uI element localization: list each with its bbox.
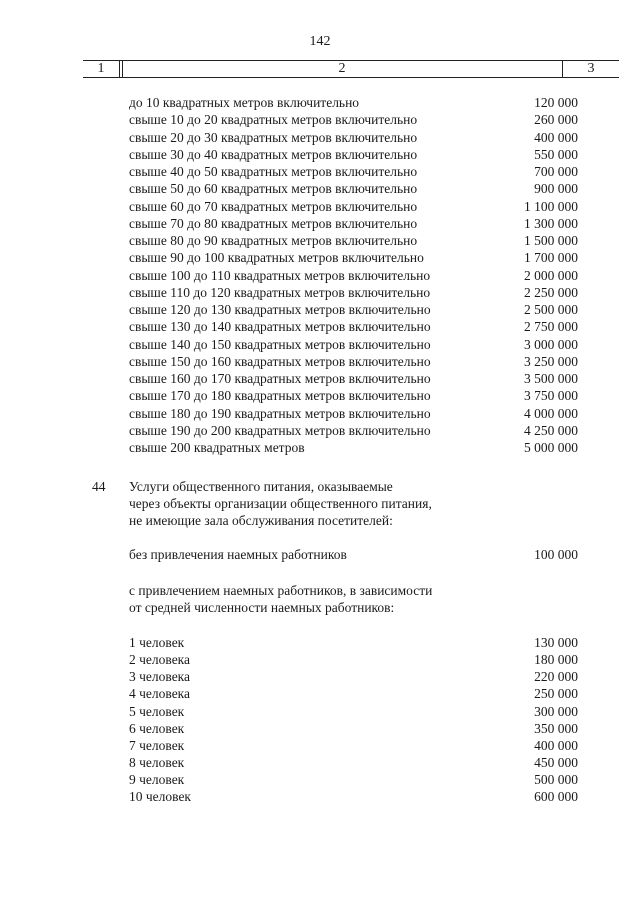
row-value: 3 250 000 (524, 353, 578, 369)
row-value: 350 000 (534, 720, 578, 736)
page-number: 142 (309, 34, 331, 49)
rate-row (0, 284, 640, 301)
row-value: 3 750 000 (524, 388, 578, 404)
row-label: свыше 30 до 40 квадратных метров включительно (129, 146, 418, 162)
row-value: 500 000 (534, 772, 578, 788)
header-col-2: 2 (338, 61, 346, 76)
item-44-title-line: 44 Услуги общественного питания, оказываемые (92, 479, 393, 494)
row-label: 6 человек (129, 720, 185, 736)
rate-row (0, 634, 640, 651)
rate-row (0, 198, 640, 215)
rate-row (0, 754, 640, 771)
rate-row (0, 771, 640, 788)
rate-row (0, 439, 640, 456)
rate-row (0, 94, 640, 111)
rate-row (0, 788, 640, 805)
row-label: свыше 130 до 140 квадратных метров включительно (129, 319, 431, 335)
row-value: 250 000 (534, 686, 578, 702)
row-label: 3 человека (129, 669, 191, 685)
item-number: 44 (92, 479, 106, 494)
row-value: 4 000 000 (524, 405, 578, 421)
row-value: 2 500 000 (524, 302, 578, 317)
rate-row (0, 163, 640, 180)
rate-row (0, 387, 640, 404)
rate-row (0, 737, 640, 754)
rate-row (0, 146, 640, 163)
row-label: свыше 180 до 190 квадратных метров включительно (129, 405, 431, 421)
row-label: 4 человека (129, 686, 191, 702)
table-header-row (83, 60, 619, 78)
row-value: 300 000 (534, 703, 578, 719)
rate-row (0, 232, 640, 249)
row-label: свыше 90 до 100 квадратных метров включительно (129, 250, 424, 266)
row-value: 1 100 000 (524, 198, 578, 214)
rate-row (0, 111, 640, 128)
row-label: 7 человек (129, 737, 185, 753)
rate-row (0, 318, 640, 335)
rate-row (0, 129, 640, 146)
rate-row (0, 301, 640, 318)
with-hired-line: от средней численности наемных работников: (129, 600, 395, 615)
row-value: 1 500 000 (524, 233, 578, 248)
row-value: 700 000 (534, 164, 578, 179)
row-value: 2 250 000 (524, 284, 578, 300)
row-label: свыше 70 до 80 квадратных метров включительно (129, 215, 418, 231)
row-value: 450 000 (534, 755, 578, 771)
rate-row (0, 703, 640, 720)
rate-row (0, 668, 640, 685)
row-value: 1 700 000 (524, 250, 578, 266)
header-col-1: 1 (97, 61, 105, 76)
item-44-title-line: не имеющие зала обслуживания посетителей: (129, 513, 393, 528)
rate-row (0, 215, 640, 232)
row-value: 3 000 000 (524, 336, 578, 352)
row-label: свыше 170 до 180 квадратных метров включительно (129, 388, 431, 404)
row-value: 1 300 000 (524, 215, 578, 231)
row-value: 600 000 (534, 789, 578, 805)
row-value: 260 000 (534, 112, 578, 128)
row-label: свыше 50 до 60 квадратных метров включительно (129, 181, 418, 197)
row-value: 120 000 (534, 95, 578, 110)
row-label: свыше 110 до 120 квадратных метров включительно (129, 284, 431, 300)
row-label: свыше 200 квадратных метров (129, 440, 305, 455)
row-value: 180 000 (534, 652, 578, 668)
row-label: свыше 120 до 130 квадратных метров включительно (129, 302, 431, 317)
header-col-3: 3 (587, 61, 595, 76)
header-divider (119, 61, 120, 77)
row-label: свыше 190 до 200 квадратных метров включительно (129, 422, 431, 438)
row-label: 10 человек (129, 789, 191, 805)
row-label: свыше 80 до 90 квадратных метров включительно (129, 233, 418, 248)
row-value: 100 000 (534, 547, 578, 562)
rate-row (0, 353, 640, 370)
without-hired-row (0, 546, 640, 563)
row-value: 5 000 000 (524, 440, 578, 455)
row-label: 8 человек (129, 755, 185, 771)
rate-row (0, 720, 640, 737)
row-label: 9 человек (129, 772, 185, 788)
rate-row (0, 180, 640, 197)
row-label: свыше 10 до 20 квадратных метров включительно (129, 112, 418, 128)
with-hired-line: с привлечением наемных работников, в зависимости (129, 583, 433, 598)
row-value: 400 000 (534, 129, 578, 145)
row-value: 900 000 (534, 181, 578, 197)
rate-row (0, 336, 640, 353)
rate-row (0, 422, 640, 439)
row-value: 2 750 000 (524, 319, 578, 335)
row-label: свыше 20 до 30 квадратных метров включительно (129, 129, 418, 145)
row-value: 3 500 000 (524, 371, 578, 386)
row-value: 220 000 (534, 669, 578, 685)
row-label: свыше 140 до 150 квадратных метров включительно (129, 336, 431, 352)
rate-row (0, 370, 640, 387)
row-label: свыше 160 до 170 квадратных метров включительно (129, 371, 431, 386)
row-label: свыше 60 до 70 квадратных метров включительно (129, 198, 418, 214)
rate-row (0, 651, 640, 668)
rate-row (0, 249, 640, 266)
row-value: 4 250 000 (524, 422, 578, 438)
rate-row (0, 685, 640, 702)
row-label: до 10 квадратных метров включительно (129, 95, 360, 110)
rate-row (0, 267, 640, 284)
row-value: 550 000 (534, 146, 578, 162)
item-44-title-line: через объекты организации общественного питания, (129, 496, 432, 511)
row-value: 400 000 (534, 737, 578, 753)
row-label: свыше 150 до 160 квадратных метров включительно (129, 353, 431, 369)
row-label: 1 человек (129, 635, 185, 650)
row-label: свыше 100 до 110 квадратных метров включительно (129, 267, 431, 283)
row-value: 2 000 000 (524, 267, 578, 283)
row-label: 5 человек (129, 703, 185, 719)
row-value: 130 000 (534, 635, 578, 650)
row-label: 2 человека (129, 652, 191, 668)
rate-row (0, 405, 640, 422)
row-label: свыше 40 до 50 квадратных метров включительно (129, 164, 418, 179)
row-label: без привлечения наемных работников (129, 547, 347, 562)
